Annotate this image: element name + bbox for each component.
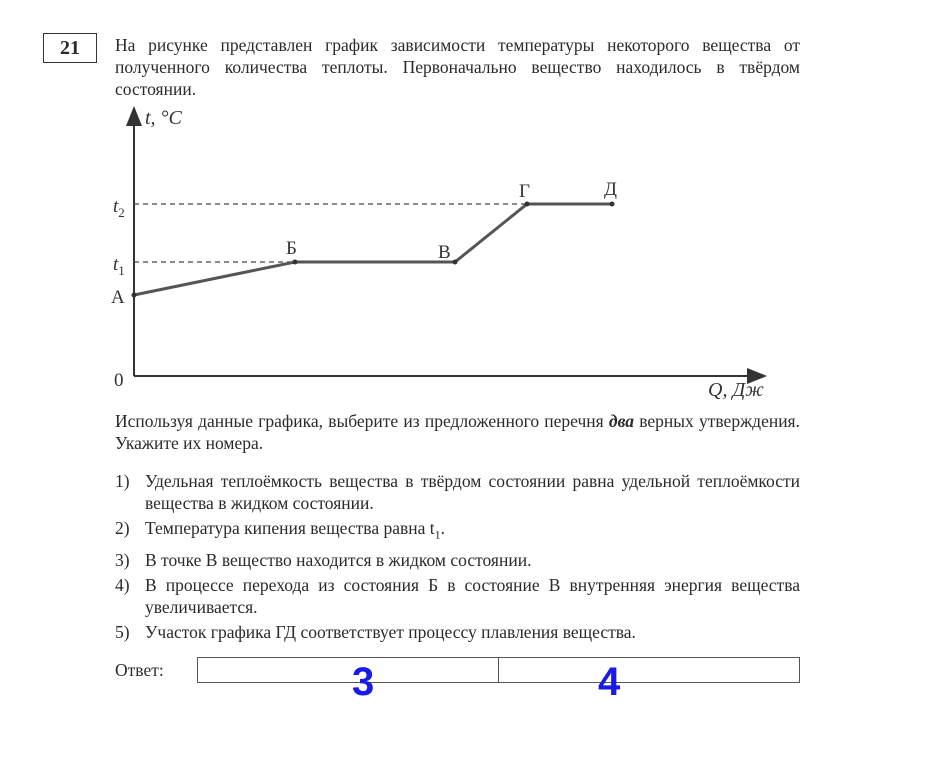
answer-box[interactable]	[197, 657, 800, 704]
point-v	[453, 260, 458, 265]
point-a	[132, 293, 137, 298]
point-b	[293, 260, 298, 265]
option-4: 4) В процессе перехода из состояния Б в состояние В внутренняя энергия вещества увеличивается.	[115, 574, 800, 617]
answer-cell-2[interactable]	[498, 658, 799, 704]
option-5: 5) Участок графика ГД соответствует процессу плавления вещества.	[115, 621, 636, 642]
point-d	[610, 202, 615, 207]
task-number: 21	[43, 33, 97, 63]
graph-line	[134, 204, 612, 295]
answer-cell-1[interactable]	[198, 658, 498, 704]
point-a-label: А	[111, 287, 125, 308]
option-2: 2) Температура кипения вещества равна $t_1$.	[115, 518, 445, 542]
origin-label: 0	[114, 370, 124, 391]
option-3: 3) В точке В вещество находится в жидком состоянии.	[115, 549, 532, 570]
options-list	[115, 470, 800, 646]
point-b-label: Б	[286, 238, 297, 259]
question-text: Используя данные графика, выберите из предложенного перечня два верных утверждения. Укажите их номера.	[115, 411, 800, 453]
answer-digit-1: 3	[352, 660, 375, 704]
y-axis-label: t, °C	[145, 107, 182, 129]
point-v-label: В	[438, 242, 451, 263]
temperature-graph	[105, 100, 785, 400]
question-emphasis: два	[608, 411, 635, 431]
x-axis-label: Q, Дж	[708, 379, 764, 400]
t1-label: $t_1$	[113, 254, 125, 278]
point-d-label: Д	[604, 179, 617, 200]
problem-text: На рисунке представлен график зависимости температуры некоторого вещества от полученного количества теплоты. Первоначально вещество находилось в твёрдом состоянии.	[115, 35, 800, 99]
answer-digit-2: 4	[598, 660, 621, 704]
answer-label: Ответ:	[115, 660, 164, 680]
point-g	[525, 202, 530, 207]
option-1: 1) Удельная теплоёмкость вещества в твёрдом состоянии равна удельной теплоёмкости вещества в жидком состоянии.	[115, 471, 800, 513]
t2-label: $t_2$	[113, 196, 125, 220]
point-g-label: Г	[519, 181, 530, 202]
